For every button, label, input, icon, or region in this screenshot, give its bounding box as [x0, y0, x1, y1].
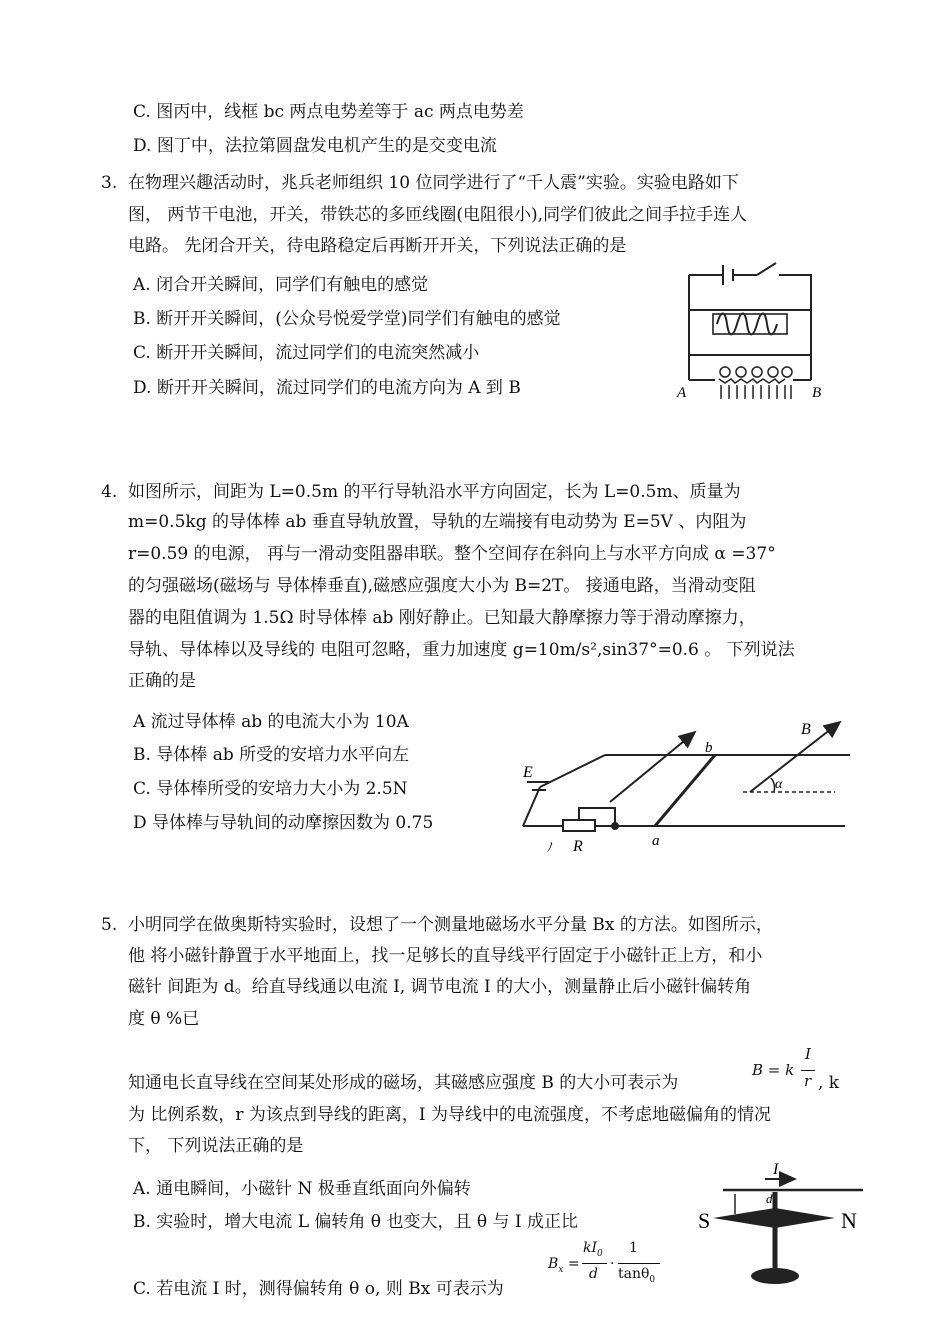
q5-stem-line: 磁针 间距为 d。给直导线通以电流 I, 调节电流 I 的大小，测量静止后小磁针偏转角 [128, 977, 752, 997]
q4-figure-label-b: b [705, 740, 713, 756]
q5-figure-label-n: N [841, 1208, 857, 1233]
q5-formula-bx: $B_x$ = $kI_0$ d · 1 tanθ$_0$ [548, 1238, 663, 1294]
q4-option-c: C. 导体棒所受的安培力大小为 2.5N [133, 779, 408, 799]
q5-figure-label-s: S [698, 1208, 711, 1233]
q4-figure-label-r: R [573, 838, 583, 852]
q5-figure-label-d: d [766, 1191, 773, 1206]
q5-stem-line: 度 θ %已 [128, 1009, 200, 1029]
q4-stem-line: 导轨、导体棒以及导线的 电阻可忽略，重力加速度 g=10m/s²,sin37°=0.6 。 下列说法 [128, 640, 795, 660]
q4-number: 4. [101, 482, 118, 502]
q3-stem-line: 在物理兴趣活动时，兆兵老师组织 10 位同学进行了“千人震”实验。实验电路如下 [128, 173, 739, 193]
q4-figure-label-field: B [801, 721, 811, 738]
q4-option-b: B. 导体棒 ab 所受的安培力水平向左 [133, 745, 410, 765]
q3-figure-label-b: B [812, 385, 822, 401]
q4-stem-line: r=0.59 的电源， 再与一滑动变阻器串联。整个空间存在斜向上与水平方向成 α =37° [128, 544, 776, 564]
q4-rail-figure [505, 712, 850, 852]
q5-number: 5. [101, 915, 118, 935]
q3-stem-line: 电路。 先闭合开关，待电路稳定后再断开开关，下列说法正确的是 [128, 236, 627, 256]
q3-circuit-figure [675, 255, 835, 415]
q4-stem-line: 如图所示，间距为 L=0.5m 的平行导轨沿水平方向固定，长为 L=0.5m、质量为 [128, 482, 741, 502]
q5-stem-line: 知通电长直导线在空间某处形成的磁场，其磁感应强度 B 的大小可表示为 [128, 1073, 679, 1093]
q5-option-a: A. 通电瞬间，小磁针 N 极垂直纸面向外偏转 [133, 1179, 471, 1199]
q5-stem-line: 他 将小磁针静置于水平地面上，找一足够长的直导线平行固定于小磁针正上方，和小 [128, 946, 763, 966]
q4-option-a: A 流过导体棒 ab 的电流大小为 10A [133, 712, 409, 732]
q3-option-b: B. 断开开关瞬间，(公众号悦爱学堂)同学们有触电的感觉 [133, 309, 561, 329]
q3-figure-label-a: A [677, 385, 687, 401]
q5-option-c: C. 若电流 I 时，测得偏转角 θ o, 则 Bx 可表示为 [133, 1279, 504, 1299]
q3-number: 3. [101, 173, 118, 193]
q4-stem-line: m=0.5kg 的导体棒 ab 垂直导轨放置，导轨的左端接有电动势为 E=5V 、内阻为 [128, 512, 747, 532]
q4-stem-line: 的匀强磁场(磁场与 导体棒垂直),磁感应强度大小为 B=2T。 接通电路，当滑动变阻 [128, 576, 756, 596]
q5-stem-line: 下， 下列说法正确的是 [128, 1136, 304, 1156]
q4-figure-label-a: a [652, 833, 660, 849]
q3-stem-line: 图， 两节干电池，开关，带铁芯的多匝线圈(电阻很小),同学们彼此之间手拉手连人 [128, 205, 748, 225]
q4-option-d: D 导体棒与导轨间的动摩擦因数为 0.75 [133, 813, 434, 833]
q5-stem-line-tail: , k [818, 1073, 840, 1093]
q2-option-d: D. 图丁中，法拉第圆盘发电机产生的是交变电流 [133, 136, 497, 156]
q5-formula-b: B = k I r [752, 1047, 818, 1095]
q5-option-b: B. 实验时，增大电流 L 偏转角 θ 也变大，且 θ 与 I 成正比 [133, 1212, 579, 1232]
q2-option-c: C. 图丙中，线框 bc 两点电势差等于 ac 两点电势差 [133, 102, 524, 122]
q4-figure-label-j: ﾉ [547, 840, 554, 852]
q5-figure-label-i: I [773, 1161, 779, 1178]
q4-stem-line: 正确的是 [128, 671, 196, 691]
q3-option-c: C. 断开开关瞬间，流过同学们的电流突然减小 [133, 343, 480, 363]
q4-figure-label-alpha: α [775, 777, 783, 792]
q3-option-d: D. 断开开关瞬间，流过同学们的电流方向为 A 到 B [133, 378, 521, 398]
q5-stem-line: 小明同学在做奥斯特实验时，设想了一个测量地磁场水平分量 Bx 的方法。如图所示， [128, 915, 773, 935]
q3-option-a: A. 闭合开关瞬间，同学们有触电的感觉 [133, 275, 429, 295]
q5-compass-figure [695, 1150, 870, 1290]
q5-stem-line: 为 比例系数，r 为该点到导线的距离，I 为导线中的电流强度，不考虑地磁偏角的情况 [128, 1105, 772, 1125]
q4-stem-line: 器的电阻值调为 1.5Ω 时导体棒 ab 刚好静止。已知最大静摩擦力等于滑动摩擦力， [128, 608, 756, 628]
q4-figure-label-e: E [523, 764, 533, 781]
